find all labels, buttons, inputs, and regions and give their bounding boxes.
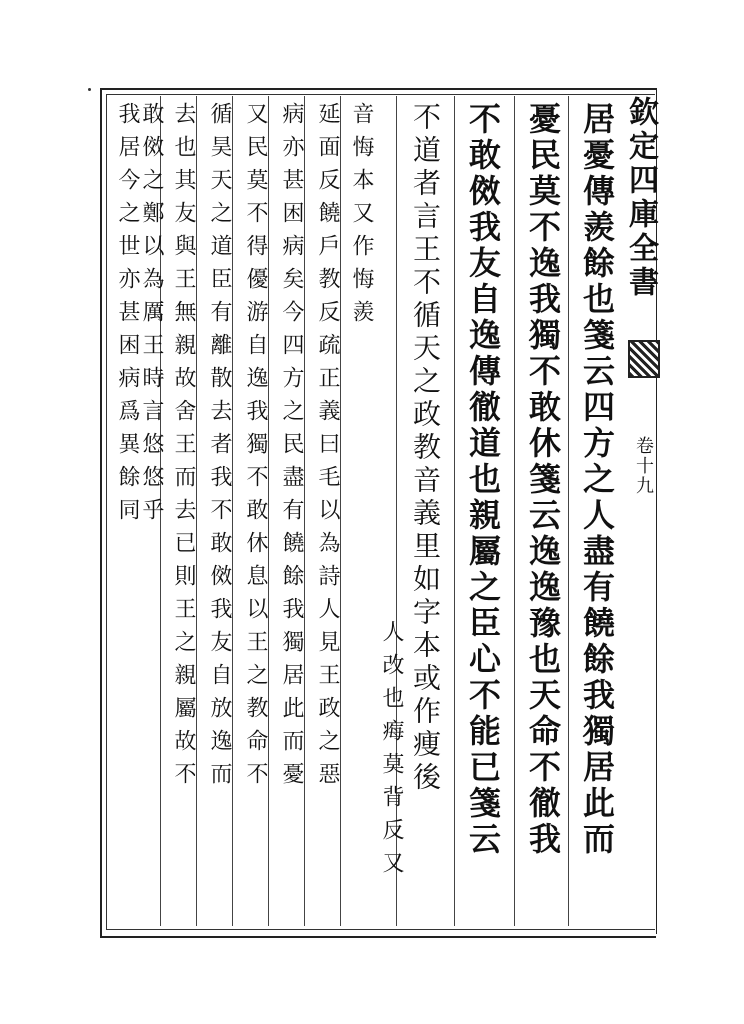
text-column-5: 人改也痗莫背反又 (379, 620, 404, 884)
text-column-11: 去也其友與王無親故舍王而去已則王之親屬故不 (171, 102, 196, 795)
text-column-8: 病亦甚困病矣今四方之民盡有饒餘我獨居此而憂 (279, 102, 304, 795)
column-rule (514, 96, 515, 926)
book-title: 欽定四庫全書 (623, 96, 658, 300)
fish-tail-mark-icon (628, 340, 660, 378)
text-column-13: 我居今之世亦甚困病爲異餘同 (115, 102, 140, 531)
text-column-2: 憂民莫不逸我獨不敢休箋云逸逸豫也天命不徹我 (524, 102, 562, 858)
text-column-12: 敢傚之鄭以為厲王時言悠悠乎 (139, 102, 164, 531)
column-rule (454, 96, 455, 926)
column-rule (568, 96, 569, 926)
volume-label: 卷十九 (633, 436, 654, 496)
page-mark (88, 88, 91, 91)
text-column-9: 又民莫不得優游自逸我獨不敢休息以王之教命不 (243, 102, 268, 795)
text-column-6: 音悔本又作悔羨 (349, 102, 374, 333)
text-column-10: 循昊天之道臣有離散去者我不敢傚我友自放逸而 (207, 102, 232, 795)
text-column-3: 不敢傚我友自逸傳徹道也親屬之臣心不能已箋云 (464, 102, 502, 858)
text-column-1: 居憂傳羨餘也箋云四方之人盡有饒餘我獨居此而 (578, 102, 616, 858)
text-column-7: 延面反饒戶教反疏正義曰毛以為詩人見王政之惡 (315, 102, 340, 795)
text-column-4: 不道者言王不循天之政教音義里如字本或作痩後 (409, 102, 442, 795)
